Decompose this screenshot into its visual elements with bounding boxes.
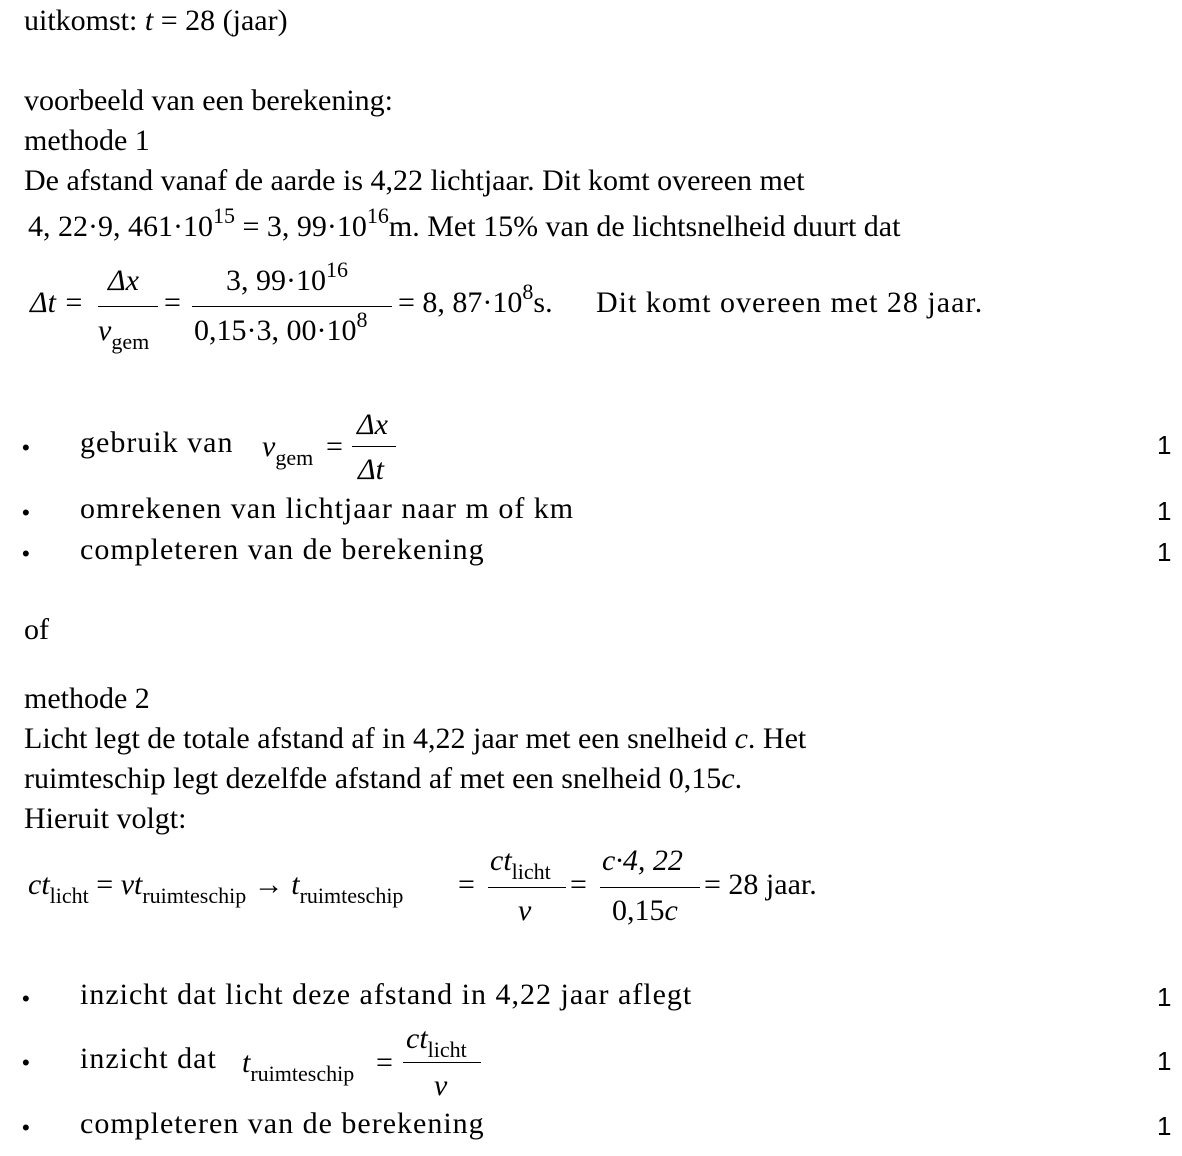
fraction-bar [98,306,158,307]
example-title: voorbeeld van een berekening: [24,84,394,117]
distance-result: = 3, 99·10 [242,210,367,243]
score-points: 1 [1157,1111,1172,1141]
bullet: • [22,986,30,1011]
eq2-result: = 28 jaar. [704,868,817,901]
criterion-text: gebruik van [80,426,234,459]
criterion-formula [262,430,314,470]
eq1-result [398,279,553,319]
method2-line2 [24,764,742,794]
fraction-bar [403,1062,481,1063]
result-unit: s. [533,286,553,319]
fraction-bar [488,887,566,888]
t-symbol: t [242,1046,251,1079]
eq2-frac2-denominator [612,896,678,926]
method2-line3: Hieruit volgt: [24,802,187,835]
ct-symbol: ct [28,868,50,901]
line-end: . [734,762,743,795]
formula-denominator: Δt [358,453,384,486]
eq2-frac1-denominator: v [518,894,532,927]
exponent: 8 [522,279,534,304]
velocity-subscript: gem [275,445,314,470]
eq1-frac1-numerator: Δx [108,264,139,297]
speed-of-light-symbol: c [664,894,678,927]
subscript: ruimteschip [142,883,247,908]
criterion-text: completeren van de berekening [80,533,485,566]
eq2-equals: = [570,868,587,901]
ct-symbol: ct [406,1022,428,1055]
criterion-formula [242,1046,355,1086]
velocity-symbol: v [98,314,112,347]
denominator-number: 0,15 [612,894,665,927]
line-end: . Het [747,722,807,755]
method1-line1: De afstand vanaf de aarde is 4,22 lichtjaar. Dit komt overeen met [24,164,805,197]
exponent: 15 [212,203,235,228]
formula-numerator: Δx [357,408,388,441]
or-separator: of [24,613,49,646]
method2-line1 [24,724,806,754]
method2-title: methode 2 [24,682,150,715]
eq1-frac2-numerator [226,257,348,297]
outcome-value: = 28 (jaar) [160,4,288,37]
arrow-icon: → [253,868,284,901]
formula-equals: = [376,1046,393,1079]
method1-line2-text: m. Met 15% van de lichtsnelheid duurt dat [388,210,901,243]
subscript: licht [49,883,89,908]
formula-numerator [406,1022,467,1062]
subscript: ruimteschip [299,883,404,908]
fraction-bar [600,887,700,888]
bullet: • [22,500,30,525]
eq1-lhs: Δt = [30,286,84,319]
bullet: • [22,541,30,566]
criterion-text: omrekenen van lichtjaar naar m of km [80,492,575,525]
eq1-equals: = [164,286,181,319]
criterion-text: inzicht dat licht deze afstand in 4,22 jaar aflegt [80,978,693,1011]
line-text: Licht legt de totale afstand af in 4,22 jaar met een snelheid [24,722,728,755]
exponent: 16 [366,203,389,228]
eq2-lhs [28,868,404,908]
bullet: • [22,435,30,460]
eq1-frac1-denominator [98,314,150,354]
line-text: ruimteschip legt dezelfde afstand af met een snelheid 0,15 [24,762,722,795]
eq2-equals: = [458,868,475,901]
score-points: 1 [1157,430,1172,460]
ct-symbol: ct [490,844,512,877]
subscript: ruimteschip [250,1061,355,1086]
exponent: 16 [326,257,348,282]
formula-denominator: v [434,1069,448,1102]
speed-of-light-symbol: c [734,722,748,755]
criterion-text: inzicht dat [80,1042,217,1075]
eq2-frac1-numerator [490,844,551,884]
eq2-frac2-numerator: c·4, 22 [602,844,683,877]
subscript: licht [427,1037,467,1062]
outcome-line [24,6,288,36]
bullet: • [22,1050,30,1075]
eq1-frac2-denominator [194,307,368,347]
numerator-text: 3, 99·10 [226,264,326,297]
exponent: 8 [356,307,368,332]
velocity-symbol: v [262,430,276,463]
speed-of-light-symbol: c [721,762,735,795]
outcome-prefix: uitkomst: [24,4,138,37]
outcome-variable: t [144,4,154,37]
equals: = [96,868,114,901]
t-symbol: t [291,868,300,901]
vt-symbol: vt [120,868,143,901]
bullet: • [22,1115,30,1140]
result-value: = 8, 87·10 [398,286,523,319]
method1-line2 [28,203,901,243]
score-points: 1 [1157,496,1172,526]
score-points: 1 [1157,537,1172,567]
criterion-text: completeren van de berekening [80,1107,485,1140]
subscript: licht [511,859,551,884]
denominator-text: 0,15·3, 00·10 [194,314,357,347]
velocity-subscript: gem [111,329,150,354]
distance-calc: 4, 22·9, 461·10 [28,210,213,243]
formula-equals: = [326,430,343,463]
score-points: 1 [1157,982,1172,1012]
eq1-conclusion: Dit komt overeen met 28 jaar. [596,286,984,319]
score-points: 1 [1157,1046,1172,1076]
fraction-bar [352,446,396,447]
method1-title: methode 1 [24,124,150,157]
